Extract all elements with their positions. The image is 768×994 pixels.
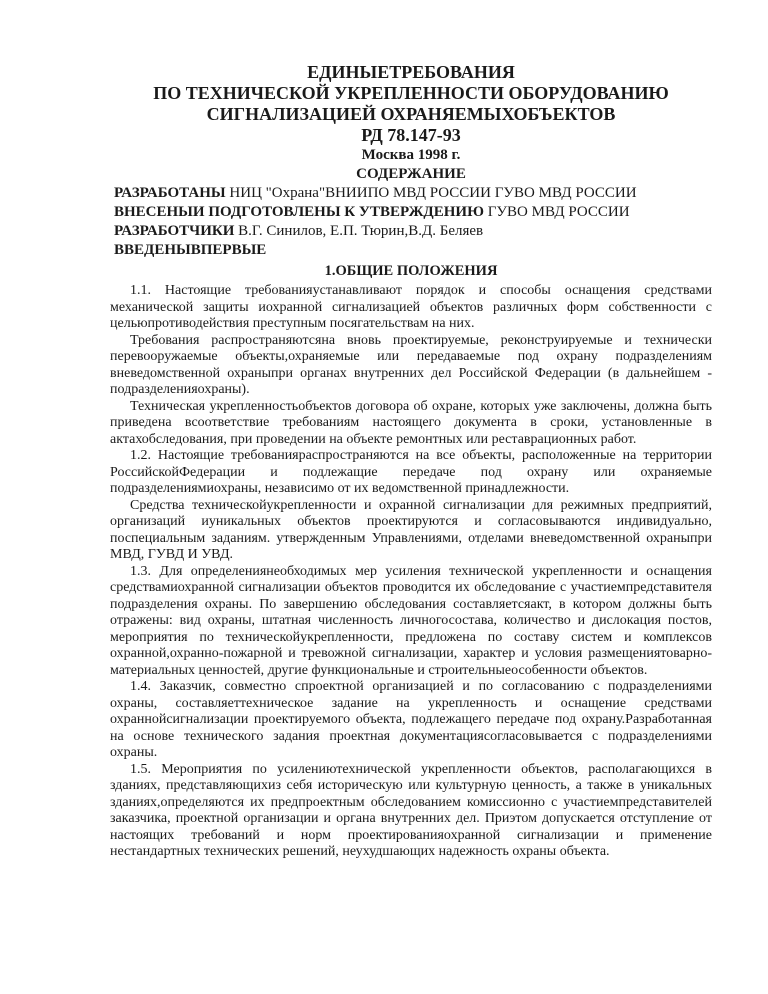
section-heading: 1.ОБЩИЕ ПОЛОЖЕНИЯ xyxy=(324,263,498,279)
authors-label: РАЗРАБОТЧИКИ xyxy=(114,223,235,239)
document-place-year: Москва 1998 г. xyxy=(361,147,461,163)
document-code: РД 78.147-93 xyxy=(361,125,461,145)
paragraph: Требования распространяютсяна вновь проектируемые, реконструируемые и технически перевооружаемые объекты,охраняемые или передаваемые под охрану подразделениям вневедомственной охраныпри органах внутренних дел Российской Федерации (в дальнейшем - подразделенияохраны). xyxy=(110,332,712,397)
document-title-line2: ПО ТЕХНИЧЕСКОЙ УКРЕПЛЕННОСТИ ОБОРУДОВАНИЮ xyxy=(153,83,669,103)
paragraph: 1.2. Настоящие требованияраспространяются на все объекты, расположенные на территории РоссийскойФедерации и подлежащие передаче под охрану или охраняемые подразделениямиохраны, независимо от их ведомственной принадлежности. xyxy=(110,448,712,496)
section-body xyxy=(110,283,712,861)
paragraph: Средства техническойукрепленности и охранной сигнализации для режимных предприятий, организаций иуникальных объектов проектируются и согласовываются индивидуально, поспециальным заданиям. утвержденным Управлениями, отделами вневедомственной охраныпри МВД, ГУВД И УВД. xyxy=(110,497,712,562)
developed-value: НИЦ "Охрана"ВНИИПО МВД РОССИИ ГУВО МВД РОССИИ xyxy=(225,185,637,201)
submitted-label: ВНЕСЕНЫИ ПОДГОТОВЛЕНЫ К УТВЕРЖДЕНИЮ xyxy=(114,204,484,220)
paragraph: 1.1. Настоящие требованияустанавливают порядок и способы оснащения средствами механической защиты иохранной сигнализацией объектов различных форм собственности с цельюпротиводействия преступным посягательствам на них. xyxy=(110,283,712,331)
credits-block xyxy=(110,184,712,260)
credits-submitted xyxy=(114,203,712,222)
credits-introduced xyxy=(114,241,712,260)
paragraph: Техническая укрепленностьобъектов договора об охране, которых уже заключены, должна быть приведена всоответствие требованиям настоящего документа в сроки, установленные в актахобследования, при проведении на объекте ремонтных или реставрационных работ. xyxy=(110,398,712,447)
document-title-line1: ЕДИНЫЕТРЕБОВАНИЯ xyxy=(307,62,515,82)
submitted-value: ГУВО МВД РОССИИ xyxy=(483,204,630,220)
introduced-label: ВВЕДЕНЫВПЕРВЫЕ xyxy=(114,242,267,258)
paragraph: 1.3. Для определениянеобходимых мер усиления технической укрепленности и оснащения средствамиохранной сигнализации объектов проводится их обследование с участиемпредставителя подразделения охраны. По завершению обследования составляетсяакт, в котором должны быть отражены: вид охраны, штатная численность личногосостава, количество и дислокация постов, мероприятия по техническойукрепленности, предложена по составу систем и комплексов охранной,охранно-пожарной и тревожной сигнализации, характер и условия размещениятоварно-материальных ценностей, другие функциональные и строительныеособенности объектов. xyxy=(110,563,712,678)
paragraph: 1.4. Заказчик, совместно спроектной организацией и по согласованию с подразделениями охраны, составляеттехническое задание на укрепленность и оснащение средствами охраннойсигнализации проектируемого объекта, подлежащего передаче под охрану.Разработанная на основе технического задания проектная документациясогласовывается с подразделениями охраны. xyxy=(110,679,712,760)
developed-label: РАЗРАБОТАНЫ xyxy=(114,185,226,201)
credits-developed xyxy=(114,184,712,203)
contents-heading: СОДЕРЖАНИЕ xyxy=(356,166,466,182)
credits-authors xyxy=(114,222,712,241)
paragraph: 1.5. Мероприятия по усилениютехнической укрепленности объектов, располагающихся в зданиях, представляющихиз себя историческую или культурную ценность, а также в уникальных зданиях,определяются их предпроектным обследованием комиссионно с участиемпредставителей заказчика, проектной организации и органа внутренних дел. Приэтом допускается отступление от настоящих требований и норм проектированияохранной сигнализации и применение нестандартных технических решений, неухудшающих надежность охраны объекта. xyxy=(110,761,712,859)
document-title-line3: СИГНАЛИЗАЦИЕЙ ОХРАНЯЕМЫХОБЪЕКТОВ xyxy=(206,104,616,124)
authors-value: В.Г. Синилов, Е.П. Тюрин,В.Д. Беляев xyxy=(234,223,484,239)
